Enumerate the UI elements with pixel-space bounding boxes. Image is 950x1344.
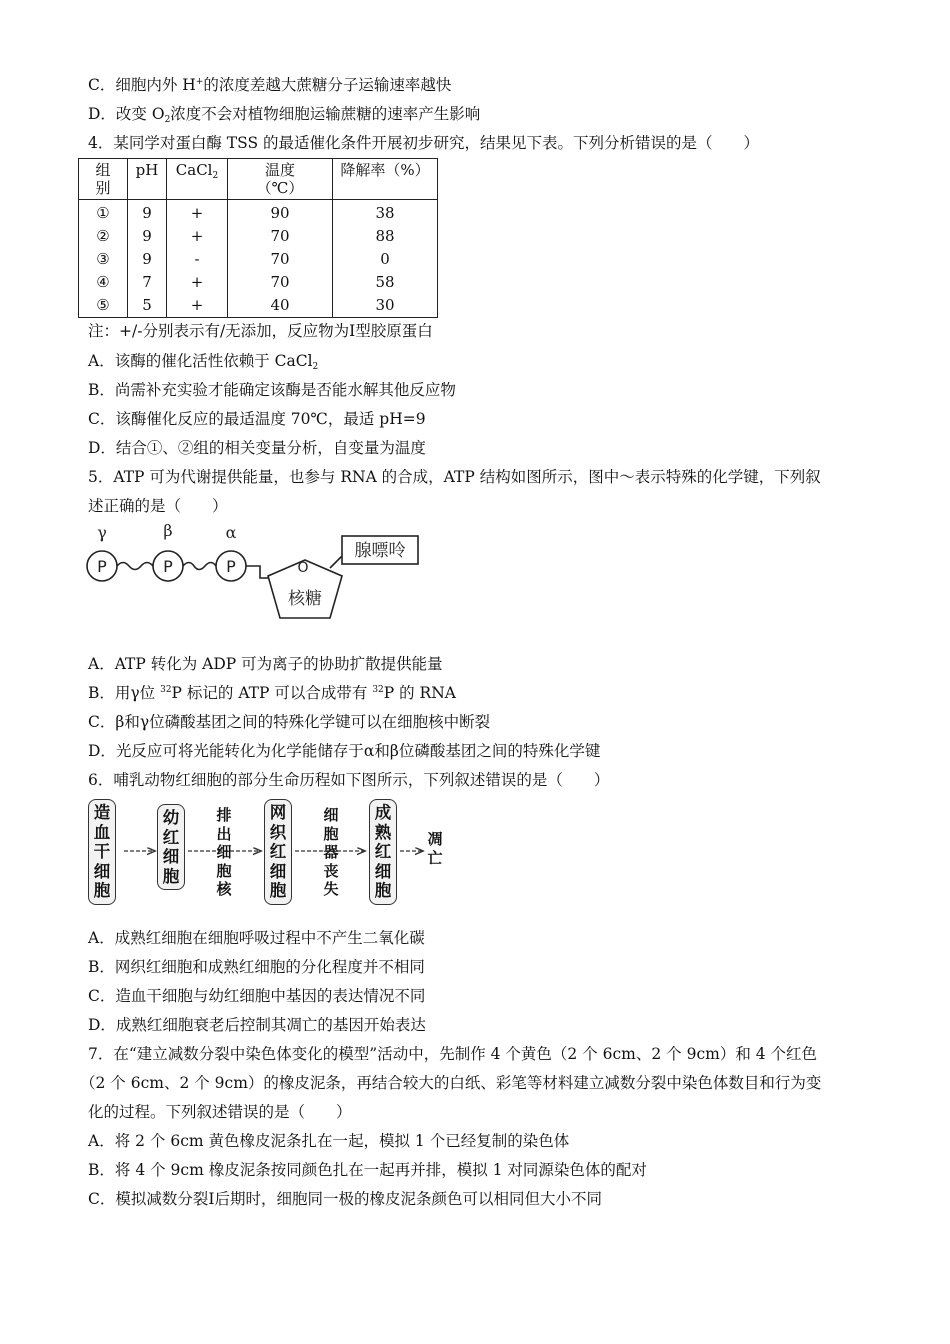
cell-group: ④ bbox=[79, 271, 128, 294]
q6-stem: 6．哺乳动物红细胞的部分生命历程如下图所示，下列叙述错误的是（ ） bbox=[88, 771, 610, 789]
cell-group: ① bbox=[79, 200, 128, 226]
q5-stem-line1: 5．ATP 可为代谢提供能量，也参与 RNA 的合成，ATP 结构如图所示，图中～表示特殊的化学键，下列叙 bbox=[88, 468, 821, 486]
atp-structure-diagram bbox=[80, 518, 430, 640]
q4-note: 注：+/-分别表示有/无添加，反应物为Ⅰ型胶原蛋白 bbox=[88, 322, 433, 340]
cell-group: ③ bbox=[79, 248, 128, 271]
cell-rate: 0 bbox=[333, 248, 438, 271]
header-cacl2: CaCl$_2$ bbox=[167, 159, 228, 200]
table-row bbox=[79, 271, 438, 294]
q6-option-b: B．网织红细胞和成熟红细胞的分化程度并不相同 bbox=[88, 958, 425, 976]
cell-temp: 70 bbox=[228, 271, 333, 294]
beta-label: β bbox=[163, 521, 173, 540]
q3-option-c: C．细胞内外 H+的浓度差越大蔗糖分子运输速率越快 bbox=[88, 76, 452, 94]
q7-stem-line3: 化的过程。下列叙述错误的是（ ） bbox=[88, 1103, 352, 1121]
high-energy-bond-2 bbox=[183, 563, 216, 570]
cell-ph: 9 bbox=[128, 225, 167, 248]
q4-stem: 4．某同学对蛋白酶 TSS 的最适催化条件开展初步研究，结果见下表。下列分析错误的是（ ） bbox=[88, 134, 760, 152]
hematopoietic-stem-cell-box: 造血干细胞 bbox=[88, 799, 116, 905]
cell-rate: 88 bbox=[333, 225, 438, 248]
alpha-label: α bbox=[225, 523, 237, 542]
q4-option-a: A．该酶的催化活性依赖于 CaCl$_2$ bbox=[88, 352, 319, 372]
table-row bbox=[79, 225, 438, 248]
cell-cacl2: + bbox=[167, 271, 228, 294]
q5-stem-line2: 述正确的是（ ） bbox=[88, 497, 228, 515]
cell-ph: 9 bbox=[128, 248, 167, 271]
p-label: P bbox=[226, 557, 236, 576]
glycosidic-bond bbox=[330, 556, 342, 568]
q7-stem-line1: 7．在“建立减数分裂中染色体变化的模型”活动中，先制作 4 个黄色（2 个 6cm、2 个 9cm）和 4 个红色 bbox=[88, 1045, 818, 1063]
q7-stem-line2: （2 个 6cm、2 个 9cm）的橡皮泥条，再结合较大的白纸、彩笔等材料建立减数分裂中染色体数目和行为变 bbox=[80, 1074, 822, 1092]
q5-option-a: A．ATP 转化为 ADP 可为离子的协助扩散提供能量 bbox=[88, 655, 443, 673]
q7-option-a: A．将 2 个 6cm 黄色橡皮泥条扎在一起，模拟 1 个已经复制的染色体 bbox=[88, 1132, 570, 1150]
ribose-label: 核糖 bbox=[288, 589, 322, 609]
table-row bbox=[79, 200, 438, 226]
header-group: 组 别 bbox=[79, 159, 128, 200]
header-degradation-rate: 降解率（%） bbox=[333, 159, 438, 200]
mature-rbc-box: 成熟红细胞 bbox=[369, 799, 397, 905]
header-temperature: 温度 （℃） bbox=[228, 159, 333, 200]
p-label: P bbox=[163, 557, 173, 576]
cell-ph: 5 bbox=[128, 294, 167, 318]
cell-rate: 38 bbox=[333, 200, 438, 226]
cell-temp: 90 bbox=[228, 200, 333, 226]
q4-option-d: D．结合①、②组的相关变量分析，自变量为温度 bbox=[88, 439, 426, 457]
q6-option-c: C．造血干细胞与幼红细胞中基因的表达情况不同 bbox=[88, 987, 426, 1005]
header-ph: pH bbox=[128, 159, 167, 200]
q7-option-b: B．将 4 个 9cm 橡皮泥条按同颜色扎在一起再并排，模拟 1 对同源染色体的配对 bbox=[88, 1161, 647, 1179]
q3-option-d: D．改变 $O_2$浓度不会对植物细胞运输蔗糖的速率产生影响 bbox=[88, 105, 481, 125]
q6-option-a: A．成熟红细胞在细胞呼吸过程中不产生二氧化碳 bbox=[88, 929, 425, 947]
reticulocyte-box: 网织红细胞 bbox=[264, 799, 292, 905]
cell-group: ⑤ bbox=[79, 294, 128, 318]
q5-option-d: D．光反应可将光能转化为化学能储存于α和β位磷酸基团之间的特殊化学键 bbox=[88, 742, 601, 760]
cell-cacl2: - bbox=[167, 248, 228, 271]
cell-group: ② bbox=[79, 225, 128, 248]
table-row bbox=[79, 248, 438, 271]
expel-nucleus-label: 排出细胞核 bbox=[216, 806, 232, 898]
ester-bond bbox=[246, 566, 268, 578]
adenine-label: 腺嘌呤 bbox=[354, 541, 406, 561]
p-label: P bbox=[97, 557, 107, 576]
q7-option-c: C．模拟减数分裂Ⅰ后期时，细胞同一极的橡皮泥条颜色可以相同但大小不同 bbox=[88, 1190, 602, 1208]
q4-option-c: C．该酶催化反应的最适温度 70℃，最适 pH=9 bbox=[88, 410, 426, 428]
cell-rate: 58 bbox=[333, 271, 438, 294]
ring-oxygen-label: O bbox=[297, 560, 309, 576]
table-header-row bbox=[79, 159, 438, 200]
q4-option-b: B．尚需补充实验才能确定该酶是否能水解其他反应物 bbox=[88, 381, 456, 399]
erythroblast-box: 幼红细胞 bbox=[157, 804, 185, 890]
cell-rate: 30 bbox=[333, 294, 438, 318]
cell-cacl2: + bbox=[167, 225, 228, 248]
cell-ph: 9 bbox=[128, 200, 167, 226]
high-energy-bond-1 bbox=[117, 563, 153, 570]
gamma-label: γ bbox=[97, 523, 107, 542]
cell-temp: 40 bbox=[228, 294, 333, 318]
q5-option-b: B．用γ位 $^{32}$P 标记的 ATP 可以合成带有 $^{32}$P 的 RNA bbox=[88, 684, 456, 702]
q4-data-table bbox=[78, 158, 438, 318]
table-row bbox=[79, 294, 438, 318]
red-blood-cell-flowchart bbox=[82, 796, 462, 906]
cell-cacl2: + bbox=[167, 200, 228, 226]
cell-ph: 7 bbox=[128, 271, 167, 294]
cell-temp: 70 bbox=[228, 225, 333, 248]
q5-option-c: C．β和γ位磷酸基团之间的特殊化学键可以在细胞核中断裂 bbox=[88, 713, 491, 731]
apoptosis-label: 凋亡 bbox=[427, 830, 443, 867]
cell-cacl2: + bbox=[167, 294, 228, 318]
organelle-loss-label: 细胞器丧失 bbox=[323, 806, 339, 898]
cell-temp: 70 bbox=[228, 248, 333, 271]
q6-option-d: D．成熟红细胞衰老后控制其凋亡的基因开始表达 bbox=[88, 1016, 426, 1034]
